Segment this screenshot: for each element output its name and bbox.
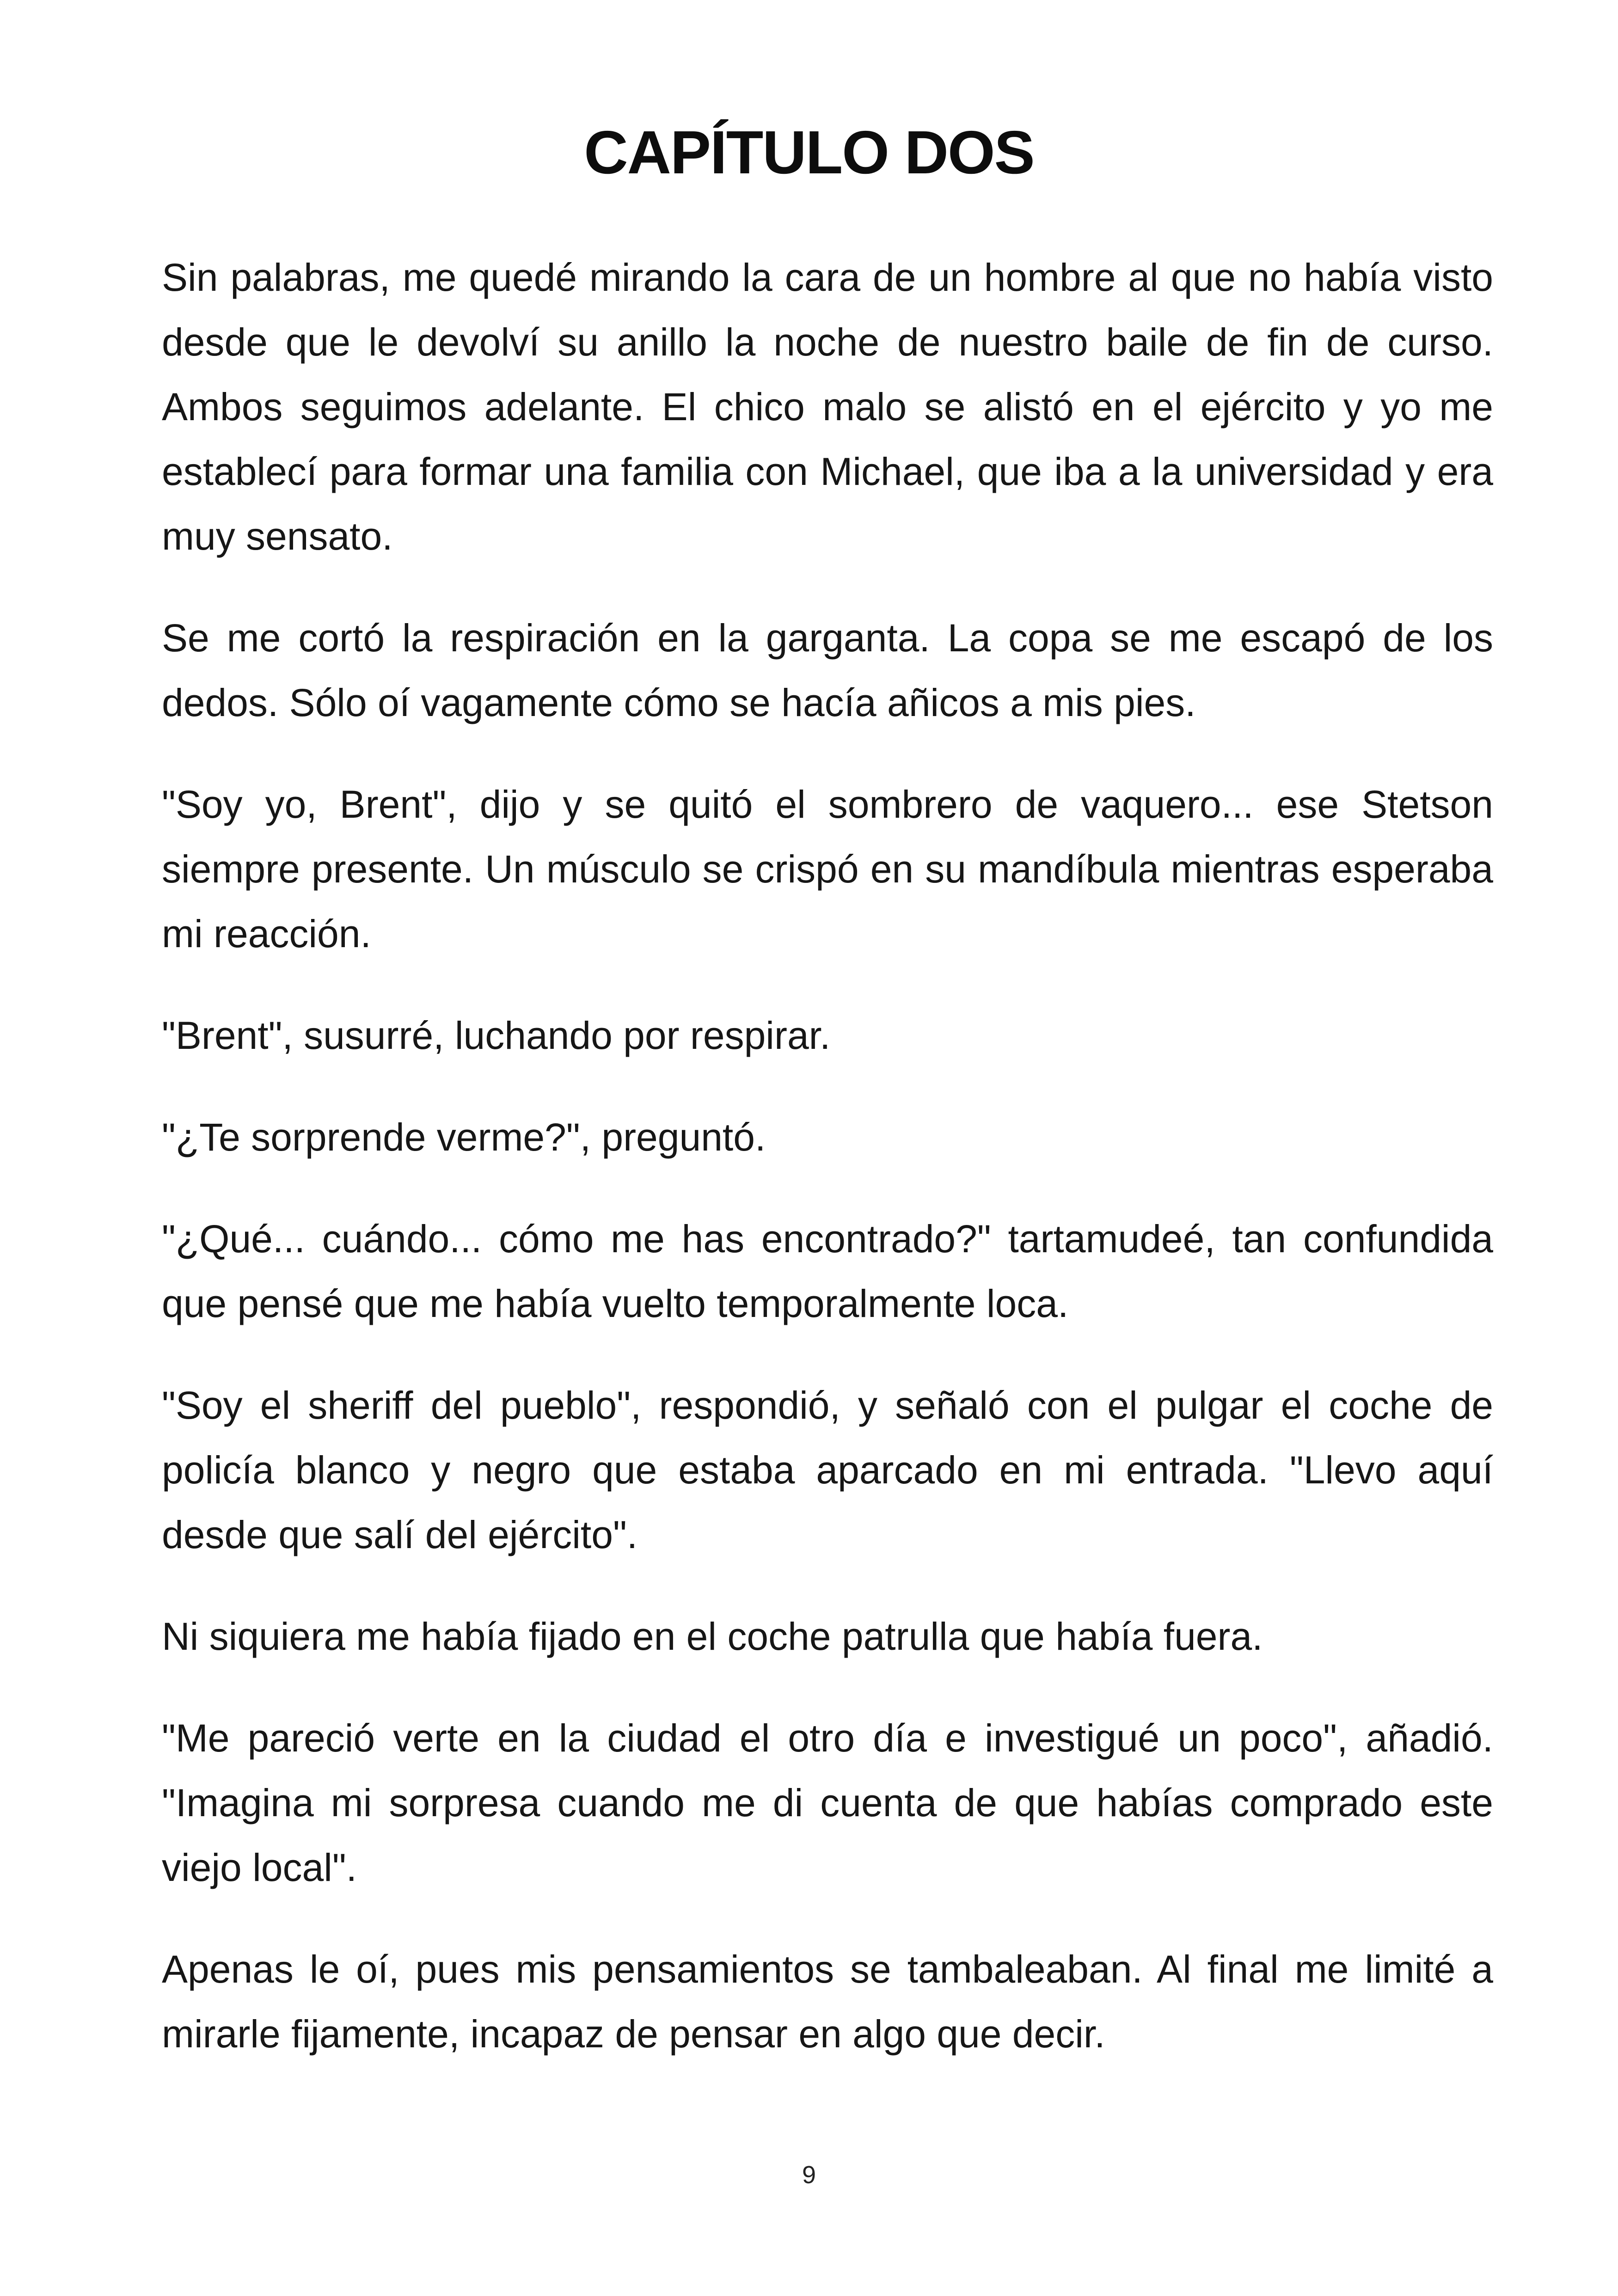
paragraph: "Soy el sheriff del pueblo", respondió, y señaló con el pulgar el coche de policía blanco y negro que estaba aparcado en mi entrada. "Llevo aquí desde que salí del ejército". — [162, 1384, 1493, 1556]
paragraph: "Me pareció verte en la ciudad el otro día e investigué un poco", añadió. "Imagina mi sorpresa cuando me di cuenta de que habías comprado este viejo local". — [162, 1716, 1493, 1889]
paragraph: Se me cortó la respiración en la garganta. La copa se me escapó de los dedos. Sólo oí vagamente cómo se hacía añicos a mis pies. — [162, 616, 1493, 724]
paragraph: "Brent", susurré, luchando por respirar. — [162, 1014, 831, 1057]
chapter-body — [162, 245, 1493, 2103]
paragraph: Sin palabras, me quedé mirando la cara de un hombre al que no había visto desde que le devolví su anillo la noche de nuestro baile de fin de curso. Ambos seguimos adelante. El chico malo se alistó en el ejército y yo me establecí para formar una familia con Michael, que iba a la universidad y era muy sensato. — [162, 256, 1493, 558]
paragraph: Ni siquiera me había fijado en el coche patrulla que había fuera. — [162, 1615, 1263, 1658]
chapter-title: CAPÍTULO DOS — [584, 118, 1034, 186]
paragraph: "Soy yo, Brent", dijo y se quitó el sombrero de vaquero... ese Stetson siempre presente. Un músculo se crispó en su mandíbula mientras esperaba mi reacción. — [162, 783, 1493, 955]
paragraph: "¿Qué... cuándo... cómo me has encontrado?" tartamudeé, tan confundida que pensé que me había vuelto temporalmente loca. — [162, 1217, 1493, 1325]
page-number: 9 — [802, 2161, 816, 2189]
paragraph: Apenas le oí, pues mis pensamientos se tambaleaban. Al final me limité a mirarle fijamente, incapaz de pensar en algo que decir. — [162, 1947, 1493, 2056]
paragraph: "¿Te sorprende verme?", preguntó. — [162, 1115, 766, 1159]
